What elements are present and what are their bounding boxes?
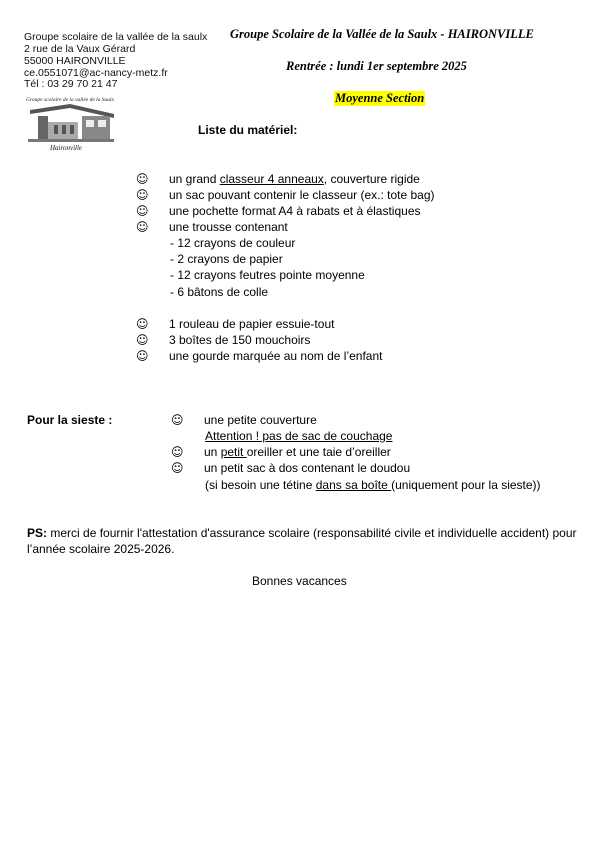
address-email: ce.0551071@ac-nancy-metz.fr: [24, 67, 168, 79]
section-label: Moyenne Section: [335, 91, 425, 105]
list-title: Liste du matériel:: [198, 123, 298, 137]
rentree-date: Rentrée : lundi 1er septembre 2025: [286, 59, 467, 73]
item-text: un grand: [169, 172, 220, 186]
list-item: 1 rouleau de papier essuie-tout: [169, 317, 335, 331]
address-line-3: 55000 HAIRONVILLE: [24, 55, 126, 67]
school-logo: [24, 92, 120, 154]
list-item: une trousse contenant: [169, 220, 288, 234]
smiley-bullet-icon: ☺: [136, 317, 149, 331]
list-item: une pochette format A4 à rabats et à élastiques: [169, 204, 421, 218]
item-text: oreiller et une taie d’oreiller: [246, 445, 391, 459]
list-item: un sac pouvant contenir le classeur (ex.: tote bag): [169, 188, 435, 202]
item-text: , couverture rigide: [323, 172, 420, 186]
item-underlined-text: petit: [220, 445, 247, 459]
list-item: une gourde marquée au nom de l’enfant: [169, 349, 383, 363]
address-line-1: Groupe scolaire de la vallée de la saulx: [24, 31, 208, 43]
ps-text: merci de fournir l'attestation d'assurance scolaire (responsabilité civile et individuelle accident) pour: [47, 526, 577, 540]
sub-item: - 12 crayons de couleur: [170, 236, 296, 250]
sieste-item: un petit sac à dos contenant le doudou: [204, 461, 411, 475]
sub-item: - 12 crayons feutres pointe moyenne: [170, 268, 365, 282]
smiley-bullet-icon: ☺: [136, 172, 149, 186]
school-building-icon: [24, 92, 120, 154]
logo-caption: Groupe scolaire de la vallée de la Saulx: [26, 97, 115, 103]
sub-item: - 2 crayons de papier: [170, 252, 283, 266]
smiley-bullet-icon: ☺: [136, 349, 149, 363]
list-item: 3 boîtes de 150 mouchoirs: [169, 333, 311, 347]
smiley-bullet-icon: ☺: [136, 220, 149, 234]
ps-note: [27, 526, 577, 540]
sieste-warning: Attention ! pas de sac de couchage: [205, 429, 393, 443]
smiley-bullet-icon: ☺: [171, 413, 184, 427]
logo-signature: Haironville: [50, 144, 83, 152]
smiley-bullet-icon: ☺: [136, 333, 149, 347]
item-underlined-text: classeur 4 anneaux: [219, 172, 324, 186]
sub-item: - 6 bâtons de colle: [170, 285, 269, 299]
address-phone: Tél : 03 29 70 21 47: [24, 78, 118, 90]
item-text: un: [204, 445, 221, 459]
smiley-bullet-icon: ☺: [171, 461, 184, 475]
sieste-item: [204, 445, 391, 459]
smiley-bullet-icon: ☺: [136, 188, 149, 202]
sieste-label: Pour la sieste :: [27, 413, 113, 427]
smiley-bullet-icon: ☺: [171, 445, 184, 459]
sieste-item: une petite couverture: [204, 413, 317, 427]
school-title: Groupe Scolaire de la Vallée de la Saulx - HAIRONVILLE: [230, 27, 534, 41]
item-underlined-text: dans sa boîte: [315, 478, 392, 492]
sieste-note: [205, 478, 541, 492]
ps-note-line-2: l’année scolaire 2025-2026.: [27, 542, 175, 556]
ps-label: PS:: [27, 526, 48, 540]
list-item: [169, 172, 420, 186]
item-text: (si besoin une tétine: [205, 478, 316, 492]
item-text: (uniquement pour la sieste)): [391, 478, 541, 492]
smiley-bullet-icon: ☺: [136, 204, 149, 218]
address-line-2: 2 rue de la Vaux Gérard: [24, 43, 136, 55]
closing-text: Bonnes vacances: [252, 574, 347, 588]
